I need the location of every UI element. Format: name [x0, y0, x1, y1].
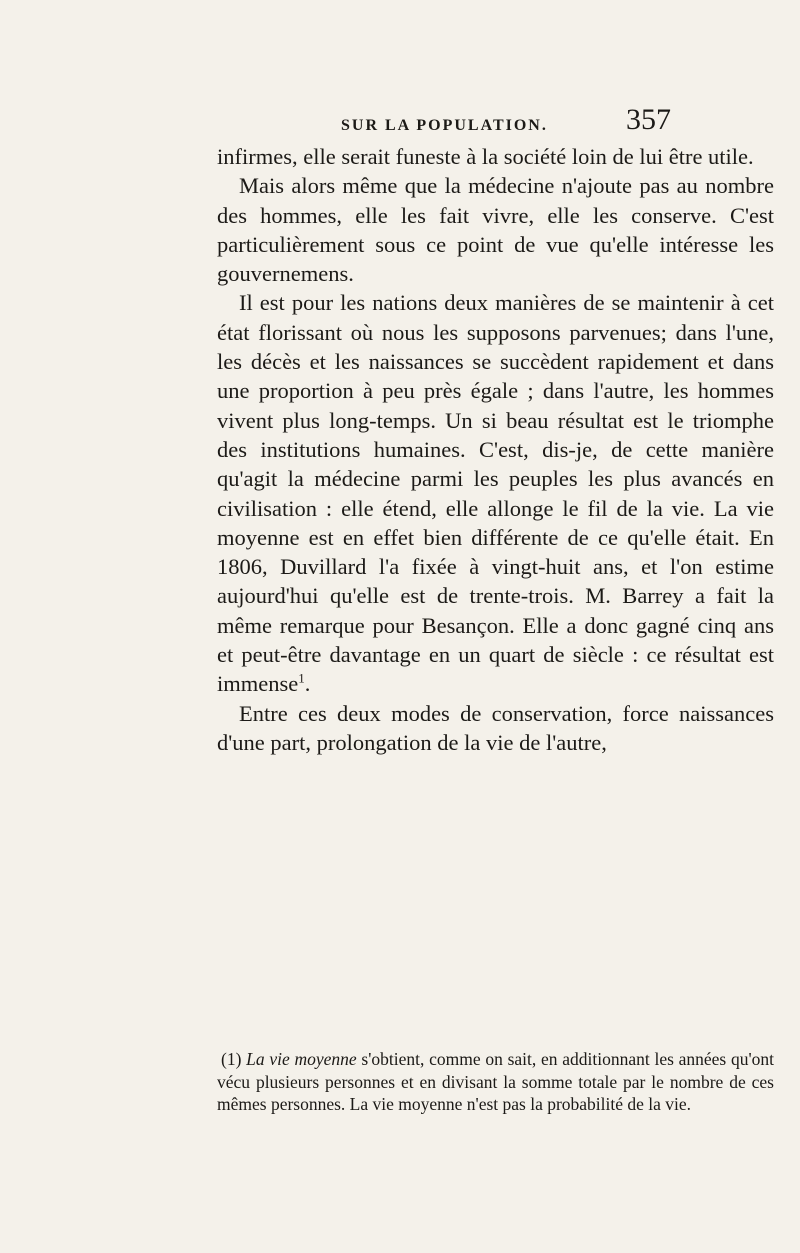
footnote-paragraph	[217, 1048, 774, 1116]
paragraph-4: Entre ces deux modes de conservation, force naissances d'une part, prolongation de la vie de l'autre,	[217, 700, 774, 755]
page-number: 357	[626, 103, 671, 136]
footnote-reference: 1	[298, 670, 305, 686]
paragraph-3	[217, 288, 774, 698]
main-text	[217, 142, 774, 757]
paragraph-3-end: .	[304, 671, 311, 697]
footnote	[217, 1048, 774, 1116]
footnote-marker: (1)	[221, 1049, 242, 1069]
running-head: SUR LA POPULATION.	[341, 117, 548, 134]
footnote-term: La vie moyenne	[246, 1049, 357, 1069]
paragraph-1: infirmes, elle serait funeste à la société loin de lui être utile.	[217, 144, 754, 169]
paragraph-2: Mais alors même que la médecine n'ajoute pas au nombre des hommes, elle les fait vivre, elle les conserve. C'est particulièrement sous ce point de vue qu'elle intéresse les gouvernemens.	[217, 173, 774, 287]
footnote-text: s'obtient, comme on sait, en additionnant les années qu'ont vécu plusieurs personnes et en divisant la somme totale par le nombre de ces mêmes personnes. La vie moyenne n'est pas la probabilité de la vie.	[217, 1049, 774, 1114]
page-header	[200, 103, 780, 143]
paragraph-3-text: Il est pour les nations deux manières de se maintenir à cet état florissant où nous les supposons parvenues; dans l'une, les décès et les naissances se succèdent rapidement et dans une proportion à peu près égale ; dans l'autre, les hommes vivent plus long-temps. Un si beau résultat est le triomphe des institutions humaines. C'est, dis-je, de cette manière qu'agit la médecine parmi les peuples les plus avancés en civilisation : elle étend, elle allonge le fil de la vie. La vie moyenne est en effet bien différente de ce qu'elle était. En 1806, Duvillard l'a fixée à vingt-huit ans, et l'on estime aujourd'hui qu'elle est de trente-trois. M. Barrey a fait la même remarque pour Besançon. Elle a donc gagné cinq ans et peut-être davantage en un quart de siècle : ce résultat est immense	[217, 290, 774, 697]
